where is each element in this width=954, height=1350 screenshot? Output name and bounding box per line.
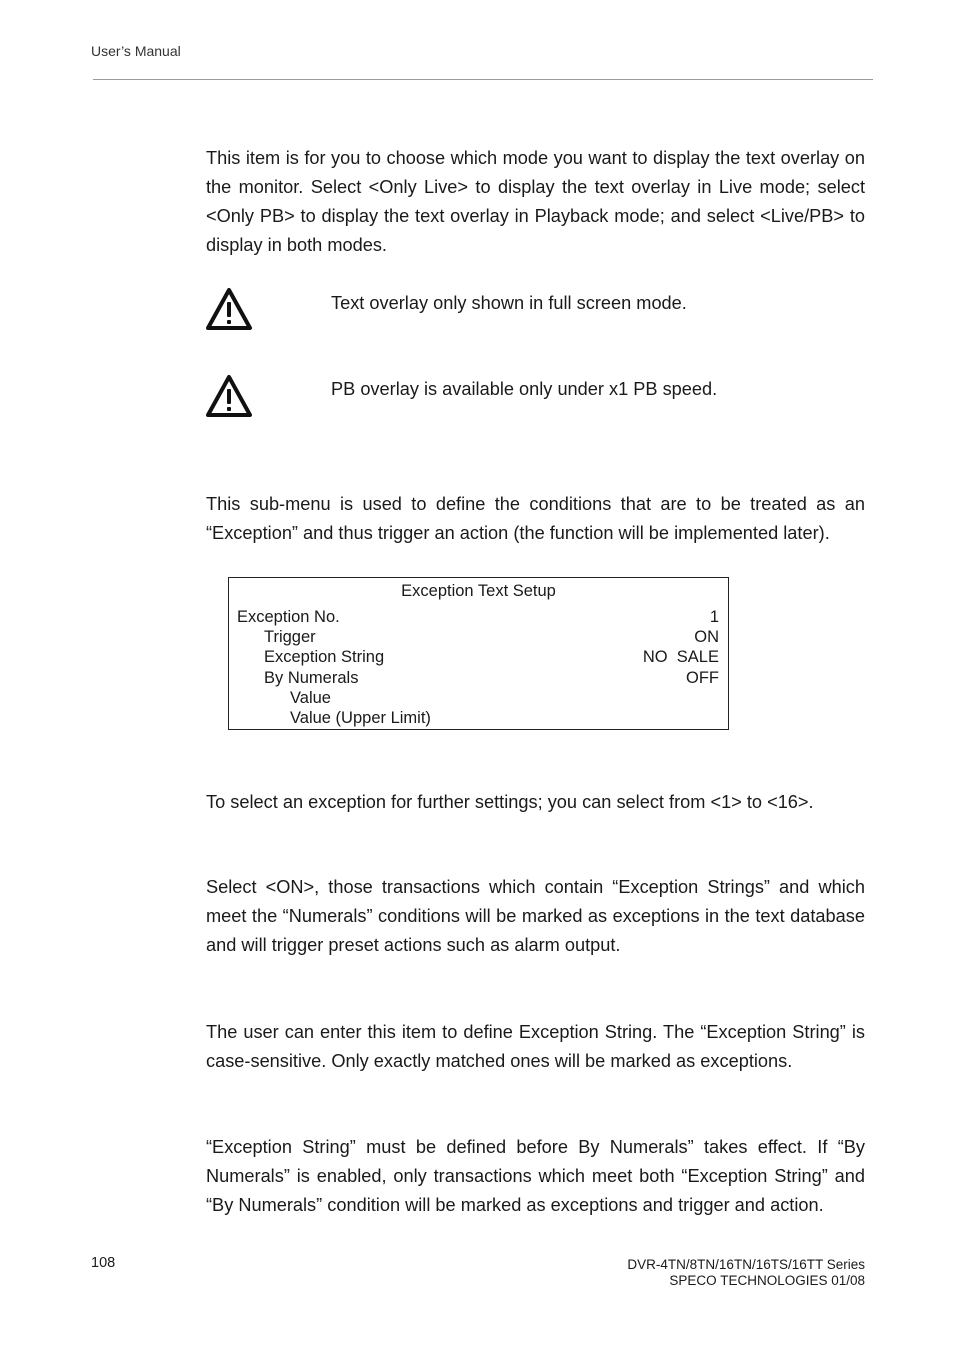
row-label: Trigger (264, 628, 316, 646)
row-value: NO SALE (642, 648, 719, 666)
footer-series: DVR-4TN/8TN/16TN/16TS/16TT Series (627, 1257, 865, 1272)
table-row (229, 689, 728, 709)
paragraph-by-numerals: “Exception String” must be defined before By Numerals” takes effect. If “By Numerals” is enabled, only transactions which meet both “Exception String” and “By Numerals” condition will be marked as exceptions and trigger and action. (206, 1137, 865, 1215)
footer-info (627, 1257, 865, 1289)
warning-icon (205, 374, 253, 418)
table-row (229, 608, 728, 628)
table-row (229, 669, 728, 689)
footer-company: SPECO TECHNOLOGIES 01/08 (669, 1273, 865, 1288)
paragraph-exception-string: The user can enter this item to define Exception String. The “Exception String” is case-sensitive. Only exactly matched ones will be marked as exceptions. (206, 1022, 865, 1071)
row-label: Exception No. (237, 608, 340, 626)
row-label: By Numerals (264, 669, 359, 687)
note-text: PB overlay is available only under x1 PB speed. (331, 379, 718, 399)
table-row (229, 648, 728, 668)
header-divider (93, 79, 873, 80)
paragraph-exception-no: To select an exception for further settings; you can select from <1> to <16>. (206, 792, 814, 812)
exception-setup-table (228, 577, 729, 730)
row-label: Exception String (264, 648, 385, 666)
row-label: Value (290, 689, 331, 707)
row-value: OFF (686, 669, 719, 687)
warning-icon (205, 287, 253, 331)
table-title: Exception Text Setup (401, 582, 556, 600)
running-header: User’s Manual (91, 43, 181, 59)
paragraph-overlay-mode: This item is for you to choose which mode you want to display the text overlay on the monitor. Select <Only Live> to display the text overlay in Live mode; select <Only PB> to display the text overlay in Playback mode; and select <Live/PB> to display in both modes. (206, 148, 865, 255)
row-value: ON (694, 628, 719, 646)
paragraph-exception-intro: This sub-menu is used to define the conditions that are to be treated as an “Exception” and thus trigger an action (the function will be implemented later). (206, 494, 865, 543)
row-label: Value (Upper Limit) (290, 709, 431, 727)
paragraph-trigger: Select <ON>, those transactions which contain “Exception Strings” and which meet the “Numerals” conditions will be marked as exceptions in the text database and will trigger preset actions such as alarm output. (206, 877, 865, 955)
row-value: 1 (709, 608, 719, 626)
page-number: 108 (91, 1255, 116, 1271)
table-row (229, 628, 728, 648)
table-row (229, 709, 728, 729)
note-text: Text overlay only shown in full screen mode. (331, 293, 687, 313)
